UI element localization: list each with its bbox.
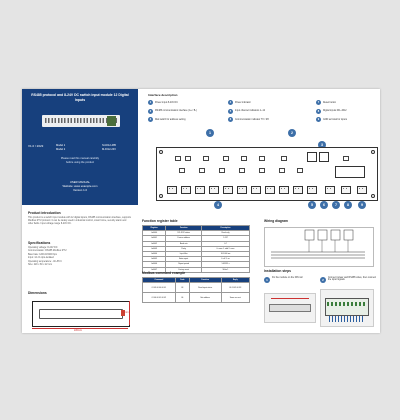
table-cell: Auto report — [166, 257, 202, 262]
width-label: 220mm — [74, 329, 82, 332]
step-number: 1 — [264, 277, 270, 283]
install-step — [264, 277, 314, 283]
legend-label: Power input 8-24V DC — [155, 101, 178, 104]
model-code: M-DI12-485 — [102, 144, 116, 147]
table-cell: Factory reset — [166, 267, 202, 272]
legend-label: Reset button — [323, 101, 337, 104]
register-table-title: Function register table — [142, 219, 178, 223]
legend-number: 6 — [229, 118, 232, 121]
model-name: Model 1 — [56, 144, 66, 147]
legend-grid — [148, 100, 374, 122]
legend-number: 4 — [229, 101, 232, 104]
legend-item — [316, 117, 386, 122]
specs-list — [28, 247, 132, 268]
column-header: Function — [166, 226, 202, 231]
footer-line: USER MANUAL — [69, 180, 91, 184]
legend-item — [316, 100, 386, 105]
legend-label: Communication indicator TX / RX — [235, 118, 269, 121]
features-title: Product introduction — [28, 211, 61, 215]
cover-panel — [22, 89, 138, 205]
spec-item: Size: 220 x 60 x 22 mm — [28, 264, 53, 267]
spec-item: Input: 12 ch opto-isolated — [28, 257, 54, 260]
legend-item — [316, 109, 386, 114]
callout-number: 5 — [308, 201, 316, 209]
command-table — [142, 277, 250, 303]
component — [279, 168, 285, 173]
table-cell: Baud rate — [166, 241, 202, 246]
table-cell: 0: off 1: on — [202, 257, 250, 262]
green-terminal — [107, 116, 116, 126]
legend-label: Input channel indicators 1~12 — [235, 110, 266, 112]
terminal-block — [325, 186, 335, 194]
terminal-block — [195, 186, 205, 194]
wiring-svg — [265, 228, 373, 266]
step-number: 2 — [320, 277, 326, 283]
callout-number: 2 — [288, 129, 296, 137]
version-label: V1.0 / 2023 — [28, 144, 44, 148]
module-wired — [325, 298, 369, 316]
callout-number: 8 — [344, 201, 352, 209]
component — [259, 156, 265, 161]
legend-label: RS485 communication interface (A+ / B-) — [155, 110, 197, 112]
legend-number: 3 — [149, 118, 152, 121]
dimensions-title: Dimensions — [28, 291, 47, 295]
rs485-port — [319, 152, 329, 162]
table-cell: Set address — [189, 293, 221, 303]
table-cell: 0-7 — [202, 241, 250, 246]
features-panel — [22, 207, 138, 333]
callout-number: 1 — [206, 129, 214, 137]
wiring-panel — [258, 219, 380, 333]
cover-note — [34, 157, 126, 164]
dip-switch — [335, 166, 365, 178]
model-code: M-DI12-24V — [102, 148, 116, 151]
legend-number: 2 — [149, 109, 152, 113]
legend-number: 7 — [317, 101, 320, 104]
mount-hole — [159, 150, 163, 154]
table-cell: 0x0003 — [143, 246, 166, 251]
legend-label: Digital inputs DI1~DI12 — [323, 110, 347, 112]
mount-hole — [159, 194, 163, 198]
terminal-block — [167, 186, 177, 194]
callout-number: 7 — [332, 201, 340, 209]
callout-number: 4 — [214, 201, 222, 209]
table-cell: Device address — [166, 236, 202, 241]
component — [297, 168, 303, 173]
terminal-block — [307, 186, 317, 194]
cover-footer — [42, 180, 118, 193]
wiring-diagram — [264, 227, 374, 267]
table-cell: Input filter — [166, 251, 202, 256]
component — [223, 156, 229, 161]
register-table — [142, 225, 250, 273]
relay-box — [318, 230, 327, 240]
spec-item: Baud rate: 1200-115200 bps — [28, 253, 57, 256]
component — [185, 156, 191, 161]
component — [281, 156, 287, 161]
table-cell: 01 03 02 00 FF — [221, 283, 249, 293]
table-cell: 01 03 00 00 00 01 — [143, 283, 176, 293]
spec-item: Communication: RS485 Modbus RTU — [28, 250, 67, 253]
arrow-line — [271, 298, 309, 299]
terminal-block — [181, 186, 191, 194]
table-cell: 0: none 1: odd 2: even — [202, 246, 250, 251]
component — [219, 168, 225, 173]
mount-hole — [371, 150, 375, 154]
table-cell: 1-247 — [202, 236, 250, 241]
legend-item — [228, 100, 316, 105]
terminal-block — [209, 186, 219, 194]
table-cell: 06 — [175, 293, 189, 303]
table-cell: Parity — [166, 246, 202, 251]
table-cell: 01 06 00 01 00 02 — [143, 293, 176, 303]
table-cell: Report period — [166, 262, 202, 267]
install-title: Installation steps — [264, 269, 291, 273]
interface-legend — [148, 93, 374, 122]
table-cell: 0x0004 — [143, 251, 166, 256]
legend-item — [228, 109, 316, 114]
table-cell: 10-1000 ms — [202, 251, 250, 256]
rs485-port — [307, 152, 317, 162]
component — [241, 156, 247, 161]
specs-title: Specifications — [28, 241, 51, 245]
component — [199, 168, 205, 173]
interface-title: Interface description — [148, 93, 178, 97]
interface-panel — [138, 89, 380, 209]
table-cell: DI1-DI12 status — [166, 231, 202, 236]
column-header: Description — [202, 226, 250, 231]
footer-line: Version 1.0 — [73, 188, 87, 193]
terminal-block — [293, 186, 303, 194]
relay-box — [331, 230, 340, 240]
height-label: 60mm — [122, 311, 129, 314]
model-row — [56, 144, 116, 147]
callout-number: 3 — [318, 141, 326, 149]
legend-number: 8 — [317, 109, 320, 113]
dimension-drawing — [32, 301, 130, 327]
wires — [329, 316, 365, 322]
column-header: Code — [175, 278, 189, 283]
step-text: Fix the module on the DIN rail — [272, 277, 303, 279]
table-cell: 0x0006 — [143, 262, 166, 267]
table-cell: 0x0005 — [143, 257, 166, 262]
wiring-photo — [320, 289, 374, 327]
module-on-rail — [269, 304, 311, 312]
relay-box — [344, 230, 353, 240]
callout-number: 6 — [320, 201, 328, 209]
column-header: Reply — [221, 278, 249, 283]
relay-box — [305, 230, 314, 240]
register-panel — [138, 219, 254, 333]
terminal-block — [265, 186, 275, 194]
install-step — [320, 277, 378, 283]
legend-item — [148, 109, 228, 114]
legend-item — [148, 100, 228, 105]
step-text: Connect power and RS485 wires, then connect the input signals — [328, 277, 377, 281]
footer-line: Website: www.example.com — [62, 184, 98, 189]
model-row — [56, 148, 116, 151]
table-row — [143, 293, 250, 303]
legend-item — [148, 117, 228, 122]
table-cell: 0x0001 — [143, 236, 166, 241]
legend-label: Dial switch for address setting — [155, 118, 186, 121]
command-table-title: Modbus command example — [142, 271, 186, 275]
note-line: before using the product — [66, 160, 94, 164]
din-rail-photo — [264, 293, 316, 323]
component — [343, 156, 349, 161]
component — [203, 156, 209, 161]
table-cell: Read input status — [189, 283, 221, 293]
module-outline — [39, 309, 123, 319]
model-list — [56, 144, 116, 152]
legend-number: 9 — [317, 118, 320, 121]
spec-item: Operating voltage: 8-24V DC — [28, 247, 58, 249]
table-row — [143, 283, 250, 293]
spec-item: Operating temperature: -40~85 C — [28, 260, 62, 263]
height-dimension-line — [129, 301, 130, 325]
legend-label: Power indicator — [235, 101, 251, 104]
table-cell: 1-65535 s — [202, 262, 250, 267]
table-cell: 03 — [175, 283, 189, 293]
terminal-block — [237, 186, 247, 194]
table-cell: Write 1 — [202, 267, 250, 272]
column-header: Register — [143, 226, 166, 231]
table-cell: Read only — [202, 231, 250, 236]
terminal-block — [251, 186, 261, 194]
terminal-block — [357, 186, 367, 194]
legend-number: 1 — [149, 101, 152, 104]
column-header: Function — [189, 278, 221, 283]
legend-label: GND terminal for inputs — [323, 118, 347, 121]
module-board-drawing — [156, 147, 378, 201]
callout-number: 9 — [358, 201, 366, 209]
legend-item — [228, 117, 316, 122]
table-cell: Same as sent — [221, 293, 249, 303]
mount-hole — [371, 194, 375, 198]
model-name: Model 2 — [56, 148, 66, 151]
component — [179, 168, 185, 173]
table-cell: 0x0002 — [143, 241, 166, 246]
manual-sheet — [22, 89, 380, 333]
features-paragraph: This product is a switch input module with 12 digital inputs, RS485 communication interface, supports Modbus RTU protocol. It can be widely used in industrial control, smart home, security alarm and other fields. Input voltage range 8-24V DC. — [28, 217, 131, 226]
terminal-row — [327, 302, 367, 306]
table-cell: 0x0000 — [143, 231, 166, 236]
product-illustration — [42, 115, 120, 127]
note-line: Please read this manual carefully — [60, 157, 100, 160]
legend-number: 5 — [229, 109, 232, 113]
cover-title: RS485 protocol and 8-24V DC switch input module 12 Digital Inputs — [31, 93, 129, 103]
table-cell: 0x0007 — [143, 267, 166, 272]
terminal-block — [341, 186, 351, 194]
component — [175, 156, 181, 161]
wiring-title: Wiring diagram — [264, 219, 288, 223]
component — [259, 168, 265, 173]
component — [239, 168, 245, 173]
column-header: Command — [143, 278, 176, 283]
terminal-block — [279, 186, 289, 194]
terminal-block — [223, 186, 233, 194]
